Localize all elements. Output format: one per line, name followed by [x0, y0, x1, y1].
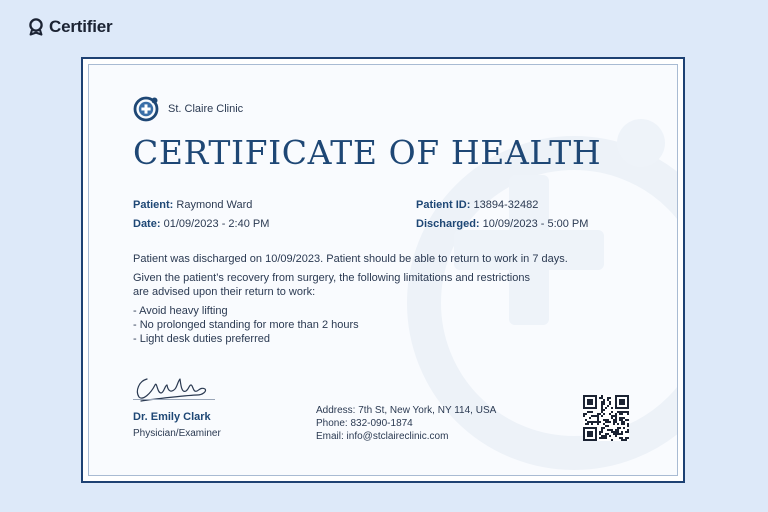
clinic-name: St. Claire Clinic: [168, 103, 244, 115]
restriction-item: - Avoid heavy lifting: [133, 305, 228, 317]
certifier-logo-icon: [28, 18, 44, 36]
medical-cross-logo-icon: [133, 96, 159, 122]
physician-name: Dr. Emily Clark: [133, 411, 211, 423]
patient-id-value: 13894-32482: [473, 199, 539, 211]
restrictions-intro-line-2: are advised upon their return to work:: [133, 286, 316, 298]
discharge-statement: Patient was discharged on 10/09/2023. Patient should be able to return to work in 7 days.: [133, 253, 568, 265]
certificate: [81, 57, 685, 483]
certificate-title: CERTIFICATE OF HEALTH: [133, 133, 602, 172]
discharged-field: [416, 218, 588, 230]
clinic-address: Address: 7th St, New York, NY 114, USA: [316, 405, 497, 416]
patient-id-field: [416, 199, 538, 211]
physician-role: Physician/Examiner: [133, 428, 221, 439]
date-value: 01/09/2023 - 2:40 PM: [163, 218, 270, 230]
patient-label: Patient:: [133, 199, 174, 211]
clinic-email: Email: info@stclaireclinic.com: [316, 431, 449, 442]
patient-id-label: Patient ID:: [416, 199, 471, 211]
restrictions-intro-line-1: Given the patient’s recovery from surgery, the following limitations and restrictions: [133, 272, 530, 284]
patient-value: Raymond Ward: [176, 199, 253, 211]
clinic-phone: Phone: 832-090-1874: [316, 418, 413, 429]
discharged-value: 10/09/2023 - 5:00 PM: [482, 218, 589, 230]
discharged-label: Discharged:: [416, 218, 480, 230]
signature-line: [133, 399, 215, 400]
qr-code: [583, 395, 629, 441]
certificate-inner-frame: [88, 64, 678, 476]
date-label: Date:: [133, 218, 161, 230]
restriction-item: - No prolonged standing for more than 2 hours: [133, 319, 359, 331]
date-field: [133, 218, 269, 230]
brand-name: Certifier: [49, 17, 113, 36]
patient-field: [133, 199, 252, 211]
restriction-item: - Light desk duties preferred: [133, 333, 270, 345]
certifier-brand: [28, 17, 112, 37]
clinic-header: [133, 96, 243, 122]
